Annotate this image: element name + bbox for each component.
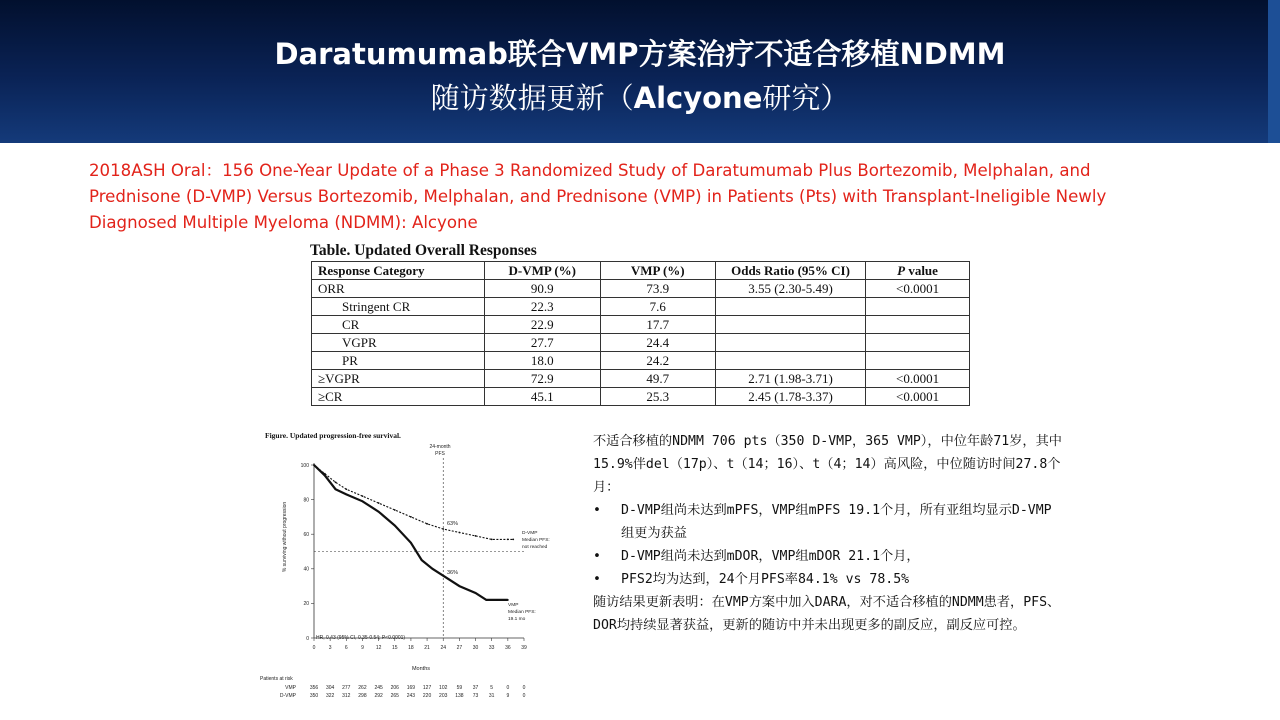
table-cell: <0.0001 <box>866 280 970 298</box>
series-vmp-point <box>313 464 315 466</box>
series-vmp-point <box>485 599 487 601</box>
risk-count: 304 <box>325 685 335 691</box>
x-tick-label: 0 <box>312 645 316 651</box>
x-tick-label: 21 <box>424 645 430 651</box>
table-row-label: CR <box>312 316 485 334</box>
label-63: 63% <box>447 521 459 527</box>
risk-count: 220 <box>422 693 432 699</box>
risk-count: 277 <box>342 685 351 691</box>
series-vmp-point <box>394 525 396 527</box>
summary-bullets <box>593 499 1063 591</box>
risk-count: 356 <box>309 685 319 691</box>
summary-bullet: • PFS2均为达到，24个月PFS率84.1% vs 78.5% <box>593 568 1063 591</box>
table-cell: 25.3 <box>600 388 716 406</box>
risk-count: 245 <box>374 685 383 691</box>
table-cell: 22.9 <box>485 316 601 334</box>
y-tick-label: 40 <box>303 566 309 573</box>
series-d-vmp-point <box>426 523 428 525</box>
table-cell: 22.3 <box>485 298 601 316</box>
series-d-vmp-point <box>410 516 412 518</box>
series-vmp-point <box>345 494 347 496</box>
series-d-vmp-point <box>335 481 337 483</box>
slide-title-line2: 随访数据更新（Alcyone研究） <box>430 81 850 115</box>
table-row <box>312 352 970 370</box>
risk-count: 31 <box>488 693 495 699</box>
table-cell <box>716 334 866 352</box>
x-tick-label: 36 <box>505 645 511 651</box>
table-header-cell: D-VMP (%) <box>485 262 601 280</box>
table-cell: 49.7 <box>600 370 716 388</box>
vmp-median-label: Median PFS: <box>508 610 536 615</box>
x-tick-label: 39 <box>521 645 527 651</box>
dvmp-median-label: Median PFS: <box>522 538 550 543</box>
table-cell: <0.0001 <box>866 388 970 406</box>
risk-count: 203 <box>439 693 448 699</box>
risk-count: 262 <box>358 685 367 691</box>
table-cell <box>866 316 970 334</box>
table-header-cell: Response Category <box>312 262 485 280</box>
series-d-vmp-point <box>442 528 444 530</box>
table-caption: Table. Updated Overall Responses <box>310 242 537 259</box>
summary-intro: 不适合移植的NDMM 706 pts（350 D-VMP，365 VMP），中位年龄71岁，其中15.9%伴del（17p）、t（14；16）、t（4；14）高风险，中位随访时间27.8个月： <box>593 434 1062 495</box>
citation-text: 2018ASH Oral：156 One-Year Update of a Phase 3 Randomized Study of Daratumumab Plus Bortezomib, Melphalan, and Prednisone (D-VMP) Versus Bortezomib, Melphalan, and Prednisone (VMP) in Patients (Pts) with Transplant-Ineligible Newly Diagnosed Multiple Myeloma (NDMM): Alcyone <box>89 161 1107 232</box>
table-cell: 45.1 <box>485 388 601 406</box>
risk-count: 298 <box>358 693 367 699</box>
table-cell: 3.55 (2.30-5.49) <box>716 280 866 298</box>
table-cell: 2.45 (1.78-3.37) <box>716 388 866 406</box>
title-banner <box>0 0 1280 143</box>
series-vmp-point <box>362 500 364 502</box>
table-cell <box>866 334 970 352</box>
x-tick-label: 18 <box>408 645 414 651</box>
table-cell: 24.4 <box>600 334 716 352</box>
x-tick-label: 6 <box>344 645 348 651</box>
table-cell <box>866 298 970 316</box>
table-cell: 17.7 <box>600 316 716 334</box>
series-vmp-point <box>475 592 477 594</box>
table-row-label: VGPR <box>312 334 485 352</box>
table-cell: 72.9 <box>485 370 601 388</box>
table-cell: 90.9 <box>485 280 601 298</box>
series-vmp-point <box>432 568 434 570</box>
risk-count: 243 <box>406 693 416 699</box>
risk-count: 0 <box>506 685 510 691</box>
table-cell: 7.6 <box>600 298 716 316</box>
table-header-cell: VMP (%) <box>600 262 716 280</box>
series-vmp-point <box>421 559 423 561</box>
series-d-vmp-point <box>475 535 477 537</box>
table-cell: 27.7 <box>485 334 601 352</box>
month-marker-sub: PFS <box>435 451 445 457</box>
x-tick-label: 24 <box>440 645 447 651</box>
x-tick-label: 27 <box>456 645 463 651</box>
risk-count: 37 <box>472 685 479 691</box>
risk-count: 102 <box>439 685 448 691</box>
risk-count: 350 <box>309 693 319 699</box>
risk-table-title: Patients at risk <box>260 676 293 682</box>
table-row <box>312 316 970 334</box>
figure-title: Figure. Updated progression-free survival. <box>265 431 401 440</box>
series-vmp-point <box>496 599 498 601</box>
pfs-chart <box>256 428 550 708</box>
series-d-vmp-point <box>394 509 396 511</box>
x-tick-label: 15 <box>391 645 398 651</box>
y-tick-label: 80 <box>303 497 309 504</box>
risk-row-dvmp-label: D-VMP <box>279 693 296 699</box>
series-vmp-point <box>324 474 326 476</box>
table-row-label: ≥VGPR <box>312 370 485 388</box>
dvmp-median-value: not reached <box>522 545 548 550</box>
banner-edge <box>1268 0 1280 143</box>
risk-count: 73 <box>472 693 479 699</box>
table-header-cell: P value <box>866 262 970 280</box>
table-header-cell: Odds Ratio (95% CI) <box>716 262 866 280</box>
risk-count: 206 <box>390 685 399 691</box>
dvmp-label: D-VMP <box>522 531 538 536</box>
table-cell <box>866 352 970 370</box>
series-vmp-point <box>442 575 444 577</box>
table-row <box>312 388 970 406</box>
table-cell: 2.71 (1.98-3.71) <box>716 370 866 388</box>
slide-title-line1: Daratumumab联合VMP方案治疗不适合移植NDMM <box>274 37 1006 71</box>
table-cell: 24.2 <box>600 352 716 370</box>
y-axis-label: % surviving without progression <box>282 501 288 573</box>
risk-count: 322 <box>325 693 335 699</box>
table-header-row <box>312 262 970 280</box>
x-tick-label: 33 <box>488 645 495 651</box>
series-d-vmp-point <box>491 538 493 540</box>
table-body <box>312 280 970 406</box>
risk-count: 9 <box>506 693 510 699</box>
table-row <box>312 334 970 352</box>
series-d-vmp-point <box>362 495 364 497</box>
series-vmp-curve <box>314 465 508 600</box>
summary-bullet: • D-VMP组尚未达到mPFS，VMP组mPFS 19.1个月，所有亚组均显示D-VMP组更为获益 <box>593 499 1063 545</box>
series-vmp-point <box>458 585 460 587</box>
series-d-vmp-point <box>512 538 514 540</box>
table-row <box>312 280 970 298</box>
risk-count: 0 <box>522 693 526 699</box>
series-d-vmp-point <box>345 488 347 490</box>
risk-count: 59 <box>456 685 463 691</box>
summary-conclusion: 随访结果更新表明：在VMP方案中加入DARA，对不适合移植的NDMM患者，PFS、DOR均持续显著获益，更新的随访中并未出现更多的副反应，副反应可控。 <box>593 595 1061 633</box>
table-cell <box>716 352 866 370</box>
table-cell: <0.0001 <box>866 370 970 388</box>
x-tick-label: 12 <box>375 645 382 651</box>
risk-count: 265 <box>390 693 399 699</box>
y-tick-label: 0 <box>306 635 309 642</box>
series-vmp-point <box>507 599 509 601</box>
table-row-label: Stringent CR <box>312 298 485 316</box>
risk-count: 5 <box>490 685 494 691</box>
table-cell: 18.0 <box>485 352 601 370</box>
response-table <box>311 261 970 406</box>
risk-count: 169 <box>406 685 416 691</box>
y-tick-label: 20 <box>303 601 309 608</box>
x-tick-label: 3 <box>328 645 332 651</box>
table-row <box>312 370 970 388</box>
series-d-vmp-point <box>378 502 380 504</box>
x-tick-label: 9 <box>361 645 364 651</box>
pfs-figure <box>256 428 550 708</box>
series-vmp-point <box>378 511 380 513</box>
table-cell <box>716 298 866 316</box>
series-d-vmp-point <box>507 538 509 540</box>
summary-bullet: • D-VMP组尚未达到mDOR，VMP组mDOR 21.1个月， <box>593 545 1063 568</box>
table-row-label: ORR <box>312 280 485 298</box>
risk-count: 127 <box>422 685 432 691</box>
series-vmp-point <box>410 542 412 544</box>
summary-text <box>593 430 1063 637</box>
table-cell: 73.9 <box>600 280 716 298</box>
risk-count: 312 <box>342 693 351 699</box>
table-row <box>312 298 970 316</box>
month-marker-label: 24-month <box>429 444 451 450</box>
table-cell <box>716 316 866 334</box>
x-tick-label: 30 <box>472 645 479 651</box>
label-36: 36% <box>447 570 459 576</box>
vmp-label: VMP <box>508 603 519 608</box>
vmp-median-value: 19.1 mo <box>508 617 526 622</box>
risk-row-vmp-label: VMP <box>285 685 296 691</box>
table-row-label: PR <box>312 352 485 370</box>
y-tick-label: 60 <box>303 532 309 538</box>
table-row-label: ≥CR <box>312 388 485 406</box>
hazard-ratio-text: HR, 0.43 (95% CI, 0.35-0.54; P<0.0001) <box>316 635 406 641</box>
risk-count: 0 <box>522 685 526 691</box>
risk-count: 138 <box>455 693 464 699</box>
series-d-vmp-point <box>458 532 460 534</box>
series-d-vmp-curve <box>314 465 513 539</box>
y-tick-label: 100 <box>300 462 309 469</box>
risk-count: 292 <box>374 693 383 699</box>
series-vmp-point <box>335 488 337 490</box>
x-axis-label: Months <box>411 666 431 672</box>
